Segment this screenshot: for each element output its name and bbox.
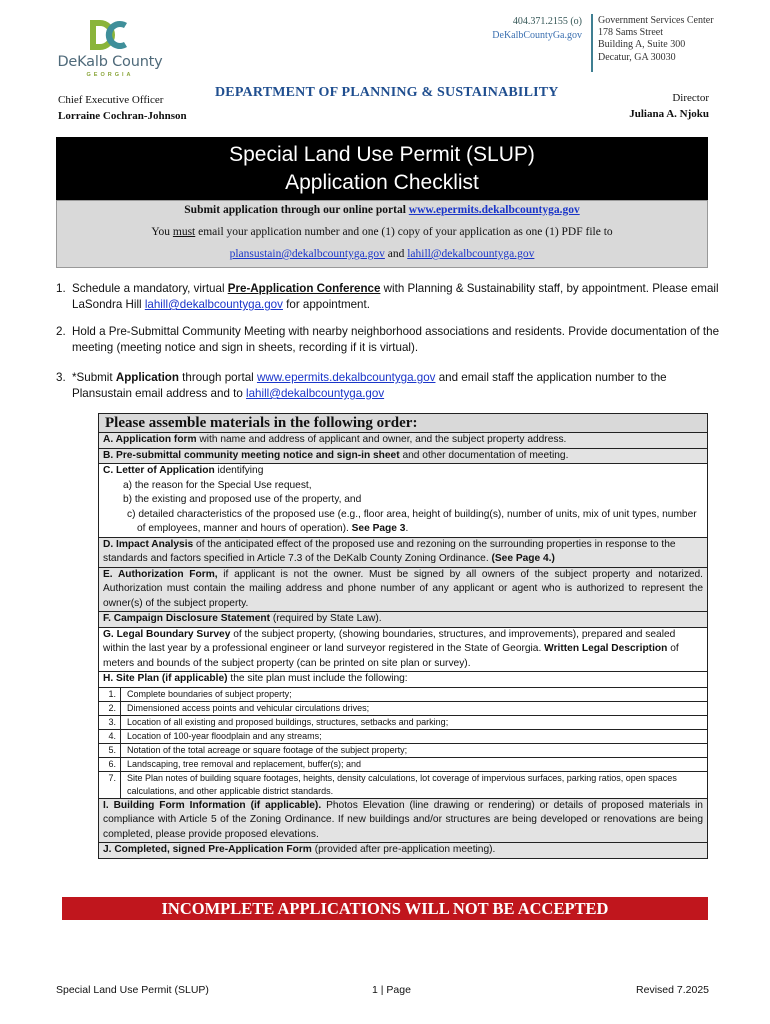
address-line: Decatur, GA 30030 bbox=[598, 51, 676, 63]
list-number: 7. bbox=[57, 772, 121, 798]
logo-name: DeKalb County bbox=[57, 54, 163, 70]
item-a bbox=[99, 433, 707, 449]
step-bold: Application bbox=[115, 371, 179, 384]
step-3 bbox=[56, 370, 720, 402]
list-item bbox=[99, 743, 707, 757]
step-text: for appointment. bbox=[282, 298, 370, 311]
ceo-title: Chief Executive Officer bbox=[58, 94, 164, 106]
item-text: c) detailed characteristics of the proposed use (e.g., floor area, height of building(s), number of units, mix of unit types, number of employees, manner and hours of operation). bbox=[127, 508, 697, 534]
step-number: 3. bbox=[56, 371, 66, 384]
list-text: Landscaping, tree removal and replacement, buffer(s); and bbox=[127, 758, 361, 769]
step-text: and email staff the application number to the Plansustain email address and to bbox=[72, 371, 667, 400]
item-b bbox=[99, 449, 707, 465]
director-name: Juliana A. Njoku bbox=[629, 108, 709, 120]
list-text: Dimensioned access points and vehicular circulations drives; bbox=[127, 702, 370, 713]
must-emphasis: must bbox=[172, 226, 196, 238]
incomplete-applications-banner: INCOMPLETE APPLICATIONS WILL NOT BE ACCEPTED bbox=[62, 897, 708, 920]
email-instruction-text: email your application number and one (1) copy of your application as one (1) PDF file to bbox=[195, 226, 613, 238]
item-text: and other documentation of meeting. bbox=[399, 449, 569, 461]
item-g bbox=[99, 628, 707, 673]
list-number: 3. bbox=[57, 716, 121, 729]
step-text: Hold a Pre-Submittal Community Meeting with nearby neighborhood associations and residents. Provide documentation of the meeting (meeting notice and sign in sheets, recording if it is virtual). bbox=[72, 325, 720, 354]
item-label: F. Campaign Disclosure Statement bbox=[103, 613, 271, 624]
dekalb-county-logo bbox=[55, 18, 165, 80]
item-label: C. Letter of Application bbox=[103, 465, 215, 476]
list-item bbox=[99, 757, 707, 771]
office-address bbox=[598, 15, 714, 64]
address-line: 178 Sams Street bbox=[598, 27, 663, 39]
dc-logo-icon bbox=[87, 18, 133, 52]
and-text: and bbox=[384, 248, 408, 260]
item-label: I. Building Form Information (if applicable). bbox=[103, 799, 322, 811]
list-number: 5. bbox=[57, 744, 121, 757]
address-line: Government Services Center bbox=[598, 15, 714, 26]
see-page-4: (See Page 4.) bbox=[491, 553, 555, 564]
phone-number: 404.371.2155 (o) bbox=[512, 16, 582, 27]
footer-page-number: 1 | Page bbox=[372, 984, 411, 996]
item-text: of meters and bounds of the subject property (can be printed on site plan or survey). bbox=[103, 643, 679, 669]
step-bold: Pre-Application Conference bbox=[227, 282, 381, 295]
title-line-2: Application Checklist bbox=[285, 171, 479, 194]
list-number: 1. bbox=[57, 688, 121, 701]
ceo-name: Lorraine Cochran-Johnson bbox=[58, 110, 187, 122]
item-label: A. Application form bbox=[103, 434, 197, 445]
item-label: H. Site Plan (if applicable) bbox=[103, 673, 228, 684]
list-item bbox=[99, 701, 707, 715]
item-e bbox=[99, 568, 707, 613]
list-text: Location of all existing and proposed buildings, structures, setbacks and parking; bbox=[127, 716, 449, 727]
footer-revision: Revised 7.2025 bbox=[636, 984, 709, 996]
department-name: DEPARTMENT OF PLANNING & SUSTAINABILITY bbox=[215, 85, 559, 100]
item-h bbox=[99, 672, 707, 799]
list-text: Notation of the total acreage or square footage of the subject property; bbox=[127, 744, 408, 755]
ceo-block bbox=[58, 92, 187, 124]
portal-link[interactable]: www.epermits.dekalbcountyga.gov bbox=[256, 371, 436, 384]
email-instruction bbox=[57, 226, 707, 238]
item-i bbox=[99, 799, 707, 844]
item-label: E. Authorization Form, bbox=[103, 568, 218, 580]
step-text: Schedule a mandatory, virtual bbox=[72, 282, 228, 295]
item-text: the site plan must include the following: bbox=[227, 673, 408, 684]
item-text: if applicant is not the owner. Must be signed by all owners of the subject property and notarized. Authorization must contain the mailing address and phone number of any applicant or agent who is authorized to represent the owner(s) of the subject property. bbox=[103, 568, 703, 609]
portal-text: Submit application through our online portal bbox=[184, 204, 409, 216]
email-instruction-text: You bbox=[151, 226, 173, 238]
director-title: Director bbox=[672, 92, 709, 104]
item-label: G. Legal Boundary Survey bbox=[103, 628, 231, 640]
list-number: 2. bbox=[57, 702, 121, 715]
step-2 bbox=[56, 324, 720, 356]
item-text: of the anticipated effect of the proposed use and rezoning on the surrounding properties in response to the standards and factors specified in Article 7.3 of the DeKalb County Zoning Ordinance. bbox=[103, 538, 676, 564]
site-plan-list bbox=[99, 687, 707, 798]
step-number: 1. bbox=[56, 282, 66, 295]
item-label: J. Completed, signed Pre-Application Form bbox=[103, 844, 312, 855]
portal-line bbox=[57, 204, 707, 216]
item-text: identifying bbox=[214, 465, 264, 476]
item-f bbox=[99, 612, 707, 628]
item-c-c: c) detailed characteristics of the proposed use (e.g., floor area, height of building(s), number of units, mix of unit types, number of employees, manner and hours of operation). See Page 3. bbox=[127, 508, 697, 534]
step-text: through portal bbox=[178, 371, 257, 384]
list-number: 6. bbox=[57, 758, 121, 771]
item-d bbox=[99, 538, 707, 568]
email-addresses bbox=[57, 248, 707, 260]
item-bold: Written Legal Description bbox=[544, 643, 668, 654]
item-c bbox=[99, 464, 707, 538]
title-line-1: Special Land Use Permit (SLUP) bbox=[229, 143, 535, 166]
item-text: of the subject property, (showing boundaries, structures, and improvements), prepared and sealed within the last year by a professional engineer or land surveyor registered in the State of Georgia. bbox=[103, 628, 676, 654]
lahill-email-link[interactable]: lahill@dekalbcountyga.gov bbox=[246, 387, 385, 400]
item-j bbox=[99, 843, 707, 858]
item-text: (provided after pre-application meeting). bbox=[311, 844, 496, 855]
lahill-email-link[interactable]: lahill@dekalbcountyga.gov bbox=[407, 248, 535, 260]
step-number: 2. bbox=[56, 325, 66, 338]
submission-instructions bbox=[56, 200, 708, 268]
contact-divider bbox=[591, 14, 593, 72]
item-label: D. Impact Analysis bbox=[103, 538, 194, 550]
see-page-3: See Page 3 bbox=[351, 523, 406, 534]
list-text: Site Plan notes of building square footages, heights, density calculations, lot coverage of impervious surfaces, parking ratios, open spaces calculations, and other applicable district standards. bbox=[127, 772, 677, 796]
item-text: (required by State Law). bbox=[270, 613, 382, 624]
list-item bbox=[99, 715, 707, 729]
list-item bbox=[99, 771, 707, 798]
document-title bbox=[56, 137, 708, 200]
contact-phone-web bbox=[492, 15, 582, 43]
address-line: Building A, Suite 300 bbox=[598, 39, 686, 51]
item-c-b: b) the existing and proposed use of the property, and bbox=[123, 494, 362, 505]
table-heading: Please assemble materials in the following order: bbox=[99, 414, 707, 433]
item-text: with name and address of applicant and owner, and the subject property address. bbox=[196, 434, 567, 445]
item-text: Photos Elevation (line drawing or rendering) or details of proposed materials in compliance with Article 5 of the Zoning Ordinance. If new buildings and/or structures are being developed or renovations are being completed, please provide proposed elevations. bbox=[103, 799, 703, 840]
step-text: *Submit bbox=[72, 371, 116, 384]
step-1 bbox=[56, 281, 720, 313]
list-number: 4. bbox=[57, 730, 121, 743]
item-c-a: a) the reason for the Special Use request, bbox=[123, 479, 312, 491]
lahill-email-link[interactable]: lahill@dekalbcountyga.gov bbox=[144, 298, 283, 311]
item-label: B. Pre-submittal community meeting notice and sign-in sheet bbox=[103, 449, 400, 461]
step-text: with Planning & Sustainability staff, by appointment. Please email LaSondra Hill bbox=[72, 282, 719, 311]
plansustain-email-link[interactable]: plansustain@dekalbcountyga.gov bbox=[229, 248, 385, 260]
materials-checklist-table bbox=[98, 413, 708, 859]
footer-document-name: Special Land Use Permit (SLUP) bbox=[56, 984, 209, 996]
list-text: Complete boundaries of subject property; bbox=[127, 688, 292, 699]
website-link[interactable]: DeKalbCountyGa.gov bbox=[492, 30, 582, 41]
list-item bbox=[99, 688, 707, 701]
list-item bbox=[99, 729, 707, 743]
director-block bbox=[629, 90, 709, 122]
portal-link[interactable]: www.epermits.dekalbcountyga.gov bbox=[408, 204, 580, 216]
list-text: Location of 100-year floodplain and any streams; bbox=[127, 730, 322, 741]
logo-subtitle: GEORGIA bbox=[86, 72, 134, 78]
